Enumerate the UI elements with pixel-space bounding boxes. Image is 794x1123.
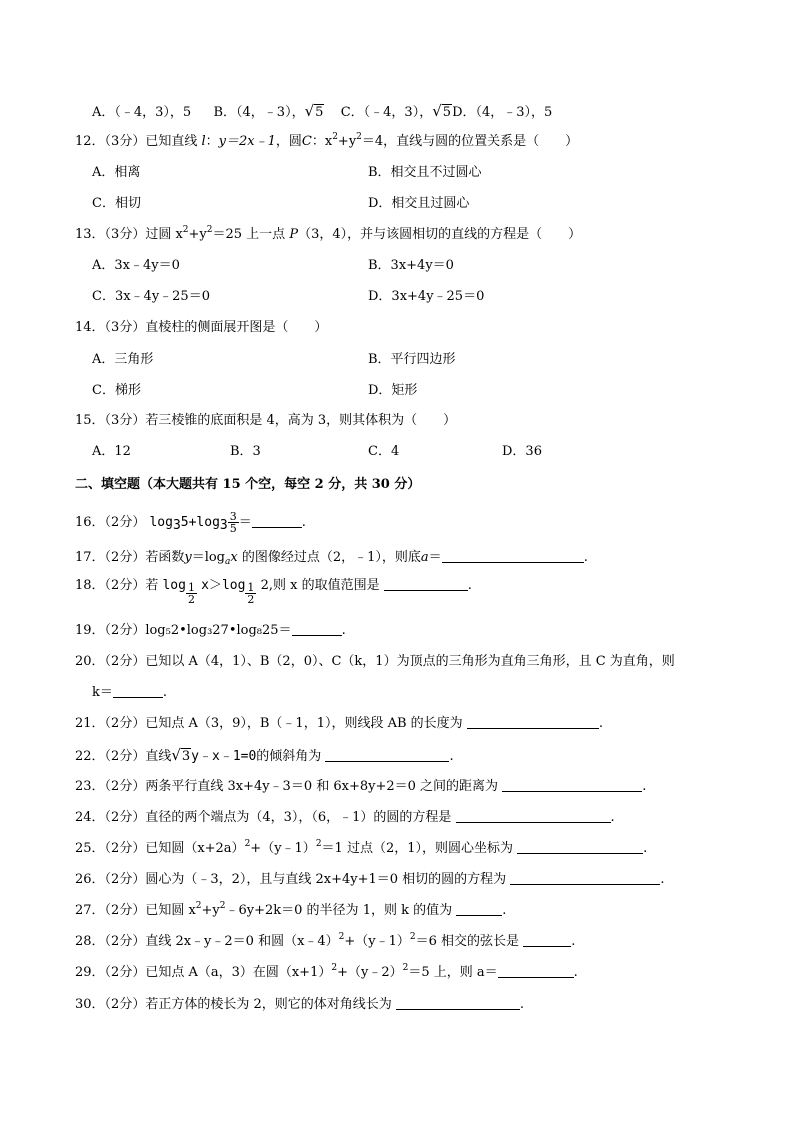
answer-blank[interactable]	[502, 779, 642, 792]
q17: 17．（2分）若函数$y=\log_ax$ 的图像经过点（2，﹣1），则底a＝ .	[75, 550, 588, 567]
q12-option-c: C．相切	[92, 196, 141, 211]
q15-option-c: C．4	[368, 444, 400, 459]
q14-option-a: A．三角形	[92, 352, 154, 367]
q20-line1: 20．（2分）已知以 A（4，1）、B（2，0）、C（k，1）为顶点的三角形为直角三角形，且 C 为直角，则	[75, 654, 675, 669]
answer-blank[interactable]	[384, 578, 468, 591]
answer-blank[interactable]	[325, 749, 449, 762]
q23: 23．（2分）两条平行直线 3x+4y﹣3＝0 和 6x+8y+2＝0 之间的距离为 .	[75, 779, 647, 794]
q15-option-b: B．3	[230, 444, 261, 459]
q29: 29．（2分）已知点 A（a，3）在圆$(x+1)^2+(y﹣2)^2=5$ 上，则 a＝ .	[75, 963, 578, 980]
q13-option-a: A．3x﹣4y＝0	[92, 258, 180, 273]
q18: 18．（2分）若 log $\frac{1}{2}$ x＞log $\frac{1}{2}$ 2,则 x 的取值范围是 .	[75, 578, 472, 606]
q12-option-d: D．相交且过圆心	[368, 196, 470, 211]
sqrt-symbol: √3	[171, 746, 191, 764]
sqrt-symbol: √5	[432, 102, 452, 120]
q11-options	[92, 103, 552, 121]
sqrt-symbol: √5	[304, 102, 324, 120]
q13-option-c: C．3x﹣4y﹣25＝0	[92, 289, 210, 304]
q27: 27．（2分）已知圆 $x^2+y^2﹣6y+2k=0$ 的半径为 1，则 k 的值为 .	[75, 901, 507, 918]
q16: 16．（2分） $\log_35+\log_3$ $\frac{3}{5}$ ＝ .	[75, 510, 306, 535]
answer-blank[interactable]	[523, 934, 571, 947]
q11-option-c: C．（﹣4，3），	[340, 105, 433, 120]
q24: 24．（2分）直径的两个端点为（4，3），（6，﹣1）的圆的方程是 .	[75, 810, 615, 825]
q26: 26．（2分）圆心为（﹣3，2），且与直线 2x+4y+1＝0 相切的圆的方程为 .	[75, 872, 665, 887]
q15-stem: 15．（3分）若三棱锥的底面积是 4，高为 3，则其体积为（ ）	[75, 413, 457, 428]
q30: 30．（2分）若正方体的棱长为 2，则它的体对角线长为 .	[75, 997, 524, 1012]
answer-blank[interactable]	[510, 872, 660, 885]
q28: 28．（2分）直线 2x﹣y﹣2＝0 和圆（x﹣4）$^2$+（y﹣1）$^2$＝6 相交的弦长是 .	[75, 932, 576, 949]
q25: 25．（2分）已知圆$(x+2a)^2+(y﹣1)^2=1$ 过点（2，1），则圆心坐标为 .	[75, 839, 648, 856]
answer-blank[interactable]	[456, 810, 611, 823]
q13-stem: 13．（3分）过圆 $x^2+y^2=25$ 上一点 P（3，4），并与该圆相切的直线的方程是（ ）	[75, 225, 582, 242]
answer-blank[interactable]	[252, 515, 302, 528]
q12-option-b: B．相交且不过圆心	[368, 165, 482, 180]
q14-option-c: C．梯形	[92, 383, 141, 398]
answer-blank[interactable]	[396, 997, 520, 1010]
q14-option-b: B．平行四边形	[368, 352, 456, 367]
q11-option-d: D．（4，﹣3），5	[452, 105, 553, 120]
section-title-fill-in: 二、填空题（本大题共有 15 个空，每空 2 分，共 30 分）	[75, 477, 421, 492]
answer-blank[interactable]	[517, 841, 643, 854]
answer-blank[interactable]	[442, 550, 584, 563]
answer-blank[interactable]	[292, 623, 342, 636]
q22: 22．（2分）直线√3y﹣x﹣1=0的倾斜角为 .	[75, 746, 454, 764]
q21: 21．（2分）已知点 A（3，9），B（﹣1，1），则线段 AB 的长度为 .	[75, 716, 603, 731]
q12-stem: 12．（3分）已知直线 l：y＝2x﹣1，圆C：$x^2+y^2=4$，直线与圆的位置关系是（ ）	[75, 132, 579, 149]
answer-blank[interactable]	[498, 965, 574, 978]
q14-option-d: D．矩形	[368, 383, 418, 398]
q15-option-d: D．36	[502, 444, 542, 459]
q14-stem: 14．（3分）直棱柱的侧面展开图是（ ）	[75, 320, 328, 335]
q15-option-a: A．12	[92, 444, 131, 459]
q11-option-b: B．（4，﹣3），	[213, 105, 305, 120]
answer-blank[interactable]	[467, 716, 599, 729]
answer-blank[interactable]	[456, 903, 502, 916]
q13-option-d: D．3x+4y﹣25＝0	[368, 289, 485, 304]
q11-option-a: A．（﹣4，3），5	[92, 105, 192, 120]
q20-line2: k＝ .	[92, 685, 168, 700]
q19: 19．（2分）log₅2•log₃27•log₈25＝ .	[75, 623, 346, 638]
q13-option-b: B．3x+4y＝0	[368, 258, 454, 273]
answer-blank[interactable]	[113, 685, 163, 698]
q12-option-a: A．相离	[92, 165, 141, 180]
